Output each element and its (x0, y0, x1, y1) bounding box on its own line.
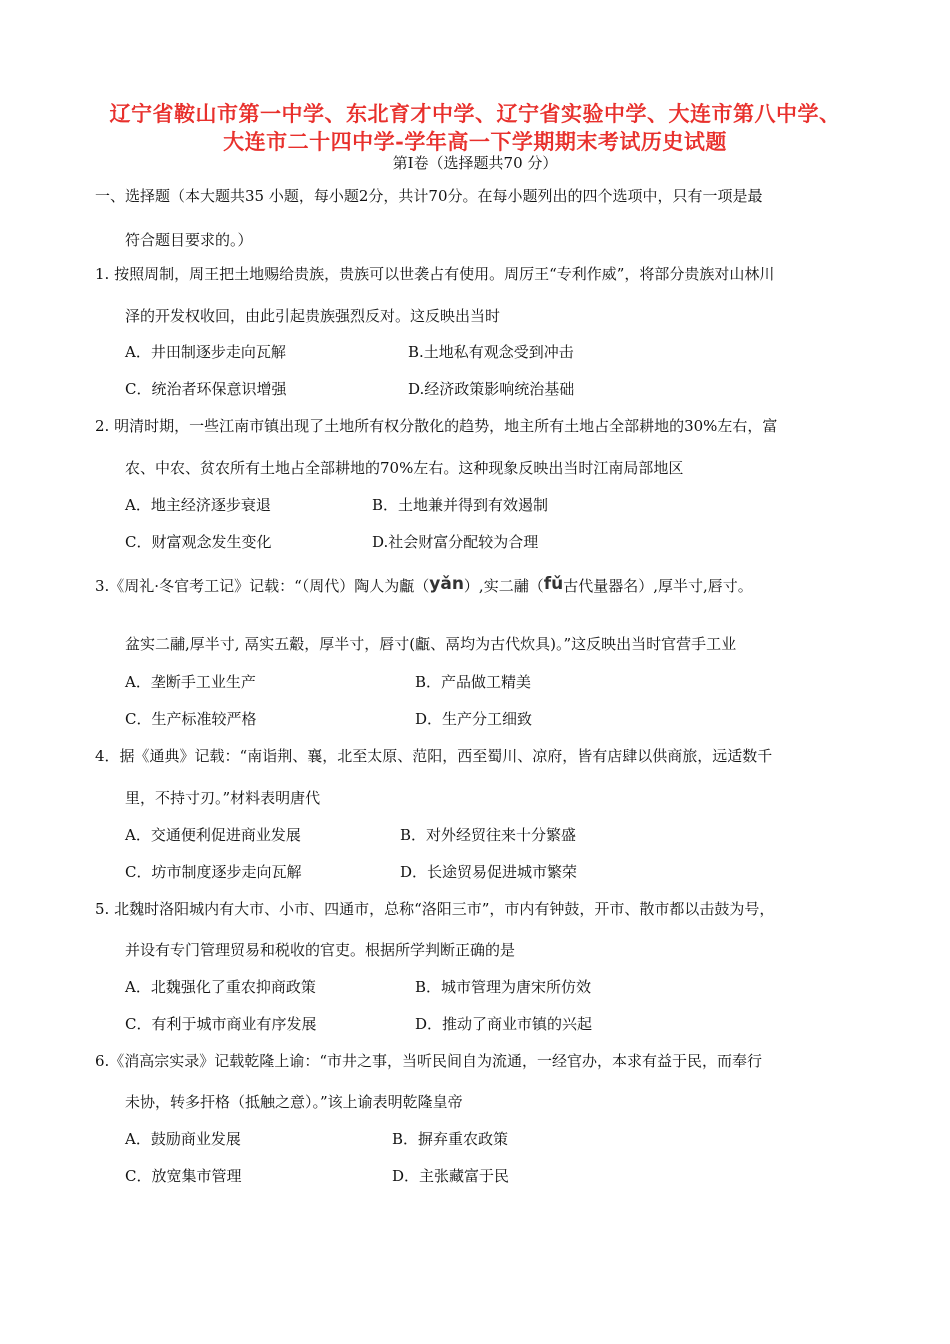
question-5-stem-line2: 并设有专门管理贸易和税收的官吏。根据所学判断正确的是 (125, 941, 516, 959)
question-4-option-c: C．坊市制度逐步走向瓦解 (125, 863, 302, 881)
question-6-option-c: C．放宽集市管理 (125, 1167, 242, 1185)
question-1-stem-line1: 1. 按照周制，周王把土地赐给贵族，贵族可以世袭占有使用。周厉王“专利作威”，将部分贵族对山林川 (95, 265, 775, 283)
question-6-stem-line1: 6.《消高宗实录》记载乾隆上谕：“市井之事，当听民间自为流通，一经官办，本求有益于民，而奉行 (95, 1052, 762, 1070)
question-2-option-b: B．土地兼并得到有效遏制 (372, 496, 549, 514)
question-5-option-b: B．城市管理为唐宋所仿效 (415, 978, 592, 996)
pinyin-yan: yǎn (429, 574, 464, 594)
question-1-option-b: B.土地私有观念受到冲击 (408, 343, 574, 361)
question-1-option-a: A．井田制逐步走向瓦解 (125, 343, 286, 361)
question-5-option-c: C．有利于城市商业有序发展 (125, 1015, 317, 1033)
question-3-stem-part3: 古代量器名）,厚半寸,唇寸。 (563, 577, 753, 595)
section-instruction-line1: 一、选择题（本大题共35 小题，每小题2分，共计70分。在每小题列出的四个选项中，只有一项是最 (95, 187, 763, 205)
question-2-option-d: D.社会财富分配较为合理 (372, 533, 539, 551)
question-1-option-c: C．统治者环保意识增强 (125, 380, 287, 398)
exam-subtitle: 第Ⅰ卷（选择题共70 分） (392, 154, 558, 172)
question-1-option-d: D.经济政策影响统治基础 (408, 380, 575, 398)
question-2-stem-line1: 2. 明清时期，一些江南市镇出现了土地所有权分散化的趋势，地主所有土地占全部耕地的30%左右，富 (95, 417, 778, 435)
question-3-stem-line1 (95, 574, 753, 596)
question-6-option-a: A．鼓励商业发展 (125, 1130, 241, 1148)
question-5-option-d: D．推动了商业市镇的兴起 (415, 1015, 593, 1033)
question-2-stem-line2: 农、中农、贫农所有土地占全部耕地的70%左右。这种现象反映出当时江南局部地区 (125, 459, 684, 477)
question-3-option-a: A．垄断手工业生产 (125, 673, 256, 691)
question-2-option-a: A．地主经济逐步衰退 (125, 496, 271, 514)
question-4-option-d: D．长途贸易促进城市繁荣 (400, 863, 578, 881)
question-5-option-a: A．北魏强化了重农抑商政策 (125, 978, 316, 996)
question-6-stem-line2: 未协，转多扞格（抵触之意）。”该上谕表明乾隆皇帝 (125, 1093, 463, 1111)
question-4-stem-line1: 4．据《通典》记载：“南诣荆、襄，北至太原、范阳，西至蜀川、凉府，皆有店肆以供商旅，远适数千 (95, 747, 773, 765)
question-3-stem-line2: 盆实二鬴,厚半寸, 鬲实五觳，厚半寸，唇寸(甗、鬲均为古代炊具)。”这反映出当时官营手工业 (125, 635, 737, 653)
section-instruction-line2: 符合题目要求的。） (125, 231, 253, 249)
question-5-stem-line1: 5. 北魏时洛阳城内有大市、小市、四通市，总称“洛阳三市”，市内有钟鼓，开市、散市都以击鼓为号， (95, 900, 775, 918)
question-3-stem-part2: ）,实二鬴（ (463, 577, 544, 595)
question-6-option-d: D．主张藏富于民 (392, 1167, 510, 1185)
exam-title-line2: 大连市二十四中学-学年高一下学期期末考试历史试题 (223, 129, 727, 154)
question-6-option-b: B．摒弃重农政策 (392, 1130, 509, 1148)
question-4-option-a: A．交通便利促进商业发展 (125, 826, 301, 844)
question-1-stem-line2: 泽的开发权收回，由此引起贵族强烈反对。这反映出当时 (125, 307, 501, 325)
exam-title-line1: 辽宁省鞍山市第一中学、东北育才中学、辽宁省实验中学、大连市第八中学、 (109, 101, 841, 126)
question-4-option-b: B．对外经贸往来十分繁盛 (400, 826, 577, 844)
question-3-option-b: B．产品做工精美 (415, 673, 532, 691)
question-3-option-d: D．生产分工细致 (415, 710, 533, 728)
question-4-stem-line2: 里，不持寸刃。”材料表明唐代 (125, 789, 321, 807)
question-2-option-c: C．财富观念发生变化 (125, 533, 272, 551)
pinyin-fu: fǔ (543, 574, 564, 594)
question-3-option-c: C．生产标准较严格 (125, 710, 257, 728)
question-3-stem-part1: 3.《周礼·冬官考工记》记载：“（周代）陶人为甗（ (95, 577, 430, 595)
